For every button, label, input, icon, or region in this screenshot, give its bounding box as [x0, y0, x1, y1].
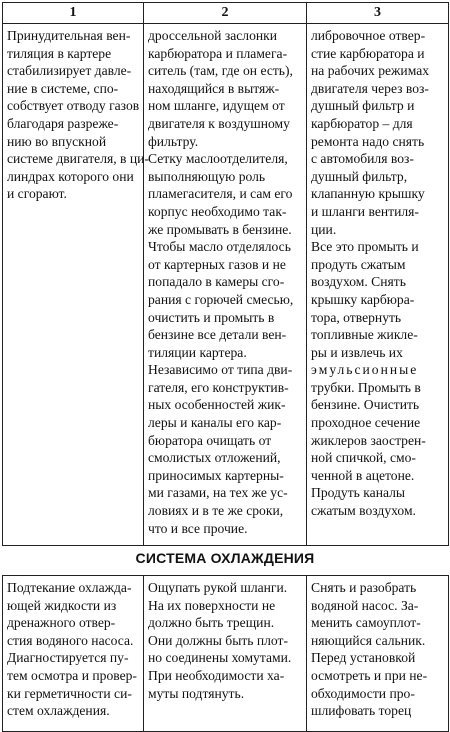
- text-line: дроссельной заслонки: [148, 28, 278, 43]
- text-line: очистить и промыть в: [148, 309, 275, 325]
- text-line: на рабочих режимах: [311, 63, 430, 79]
- text-line: На их поверхности не: [148, 597, 276, 613]
- text-line: но соединены хомутами.: [148, 650, 292, 666]
- text-line: выполняющую роль: [148, 168, 266, 184]
- text-line: топливные жикле-: [311, 327, 418, 343]
- text-line: находящийся в вытяж-: [148, 80, 280, 96]
- text-line: попадало в камеры сго-: [148, 274, 285, 290]
- table-row: [3, 24, 449, 546]
- text-line: либровочное отвер-: [311, 28, 426, 43]
- text-line: муты подтянуть.: [148, 685, 245, 701]
- text-line: душный фильтр и: [311, 98, 415, 114]
- text-line: Все это промыть и: [311, 239, 419, 255]
- column-header-2: 2: [144, 3, 307, 24]
- text-line: Сетку маслоотделителя,: [148, 151, 288, 167]
- text-line: же промывать в бензине.: [148, 221, 292, 237]
- text-line: ловиях и в те же сроки,: [148, 503, 284, 519]
- text-line: ющей жидкости из: [7, 597, 117, 613]
- cell-col1: [3, 576, 144, 732]
- text-line: тиляция в картере: [7, 45, 112, 61]
- text-line: ры и извлечь их: [311, 344, 403, 360]
- text-line: менить самоуплот-: [311, 615, 421, 631]
- text-line: Перед установкой: [311, 650, 416, 666]
- cell-col2: [144, 576, 307, 732]
- text-line: стие карбюратора и: [311, 45, 425, 61]
- text-line: бензине все детали вен-: [148, 327, 287, 343]
- text-line: ситель (там, где он есть),: [148, 63, 293, 79]
- text-line: ции.: [311, 221, 337, 237]
- text-line: Принудительная вен-: [7, 28, 131, 43]
- section-title: СИСТЕМА ОХЛАЖДЕНИЯ: [135, 550, 315, 566]
- text-line: обходимости про-: [311, 685, 415, 701]
- text-line: ных особенностей жик-: [148, 397, 286, 413]
- text-line: ние в системе, спо-: [7, 80, 119, 96]
- text-line: воздухом. Снять: [311, 274, 406, 290]
- text-line: с автомобиля воз-: [311, 151, 414, 167]
- column-header-3: 3: [307, 3, 449, 24]
- text-line: ном шланге, идущем от: [148, 98, 285, 114]
- text-line: карбюратор – для: [311, 115, 413, 131]
- text-line: бюратора очищать от: [148, 432, 272, 448]
- text-line: стем охлаждения.: [7, 703, 110, 719]
- text-line: стабилизирует давле-: [7, 63, 132, 79]
- text-line: рания с горючей смесью,: [148, 291, 294, 307]
- text-line: продуть сжатым: [311, 256, 406, 272]
- text-line: Ощупать рукой шланги.: [148, 580, 288, 595]
- cell-col3: [307, 24, 449, 546]
- text-line: приносимых картерны-: [148, 467, 284, 483]
- cell-col2: [144, 24, 307, 546]
- text-line: Чтобы масло отделялось: [148, 239, 291, 255]
- text-line: леры и каналы его кар-: [148, 415, 282, 431]
- text-line: тем осмотра и провер-: [7, 667, 137, 683]
- text-line: крышку карбюра-: [311, 291, 415, 307]
- main-table: [2, 2, 449, 546]
- text-line: тиляции картера.: [148, 344, 247, 360]
- text-line: водяной насос. За-: [311, 597, 419, 613]
- text-line: ной спичкой, смо-: [311, 450, 416, 466]
- text-line: линдрах которого они: [7, 168, 134, 184]
- cooling-table: [2, 575, 449, 732]
- text-line: благодаря разреже-: [7, 115, 119, 131]
- text-line: двигателя через воз-: [311, 80, 429, 96]
- text-line: смолистых отложений,: [148, 450, 281, 466]
- text-line: двигателя к воздушному: [148, 115, 290, 131]
- text-line: осмотреть и при не-: [311, 667, 428, 683]
- text-line: Диагностируется пу-: [7, 650, 129, 666]
- text-line: душный фильтр,: [311, 168, 408, 184]
- cell-col3: [307, 576, 449, 732]
- text-line: стия водяного насоса.: [7, 632, 134, 648]
- text-line: пламегасителя, и сам его: [148, 186, 293, 202]
- text-line: ми газами, на тех же ус-: [148, 485, 288, 501]
- text-line: Они должны быть плот-: [148, 632, 289, 648]
- text-line: что и все прочие.: [148, 520, 248, 536]
- text-line: При необходимости ха-: [148, 667, 285, 683]
- text-line: Снять и разобрать: [311, 580, 417, 595]
- text-line: тора, отвернуть: [311, 309, 402, 325]
- text-line: ремонта надо снять: [311, 133, 425, 149]
- text-line: и шланги вентиля-: [311, 203, 419, 219]
- text-line: дренажного отвер-: [7, 615, 116, 631]
- text-line: системе двигателя, в ци-: [7, 151, 149, 167]
- text-line: должно быть трещин.: [148, 615, 275, 631]
- text-line: и сгорают.: [7, 186, 67, 202]
- text-line: Независимо от типа дви-: [148, 362, 293, 378]
- text-line: карбюратора и пламега-: [148, 45, 288, 61]
- text-line: жиклеров заострен-: [311, 432, 426, 448]
- text-line: няющийся сальник.: [311, 632, 426, 648]
- text-line: бензине. Очистить: [311, 397, 420, 413]
- cell-col1: [3, 24, 149, 546]
- table-header-row: [3, 3, 449, 24]
- column-header-1: 1: [3, 3, 144, 24]
- text-line: трубки. Промыть в: [311, 379, 421, 395]
- table-row: [3, 576, 449, 732]
- text-line: Продуть каналы: [311, 485, 406, 501]
- text-line: шлифовать торец: [311, 703, 412, 719]
- text-line: Подтекание охлажда-: [7, 580, 132, 595]
- text-line: нию во впускной: [7, 133, 107, 149]
- text-line: сжатым воздухом.: [311, 503, 416, 519]
- text-line: ки герметичности си-: [7, 685, 132, 701]
- text-line: ченной в ацетоне.: [311, 467, 415, 483]
- text-line: гателя, его конструктив-: [148, 379, 289, 395]
- text-line: проходное сечение: [311, 415, 421, 431]
- text-line: корпус необходимо так-: [148, 203, 287, 219]
- text-line: от картерных газов и не: [148, 256, 286, 272]
- text-line: эмульсионные: [311, 362, 419, 378]
- text-line: собствует отводу газов: [7, 98, 140, 114]
- text-line: фильтру.: [148, 133, 199, 149]
- text-line: клапанную крышку: [311, 186, 425, 202]
